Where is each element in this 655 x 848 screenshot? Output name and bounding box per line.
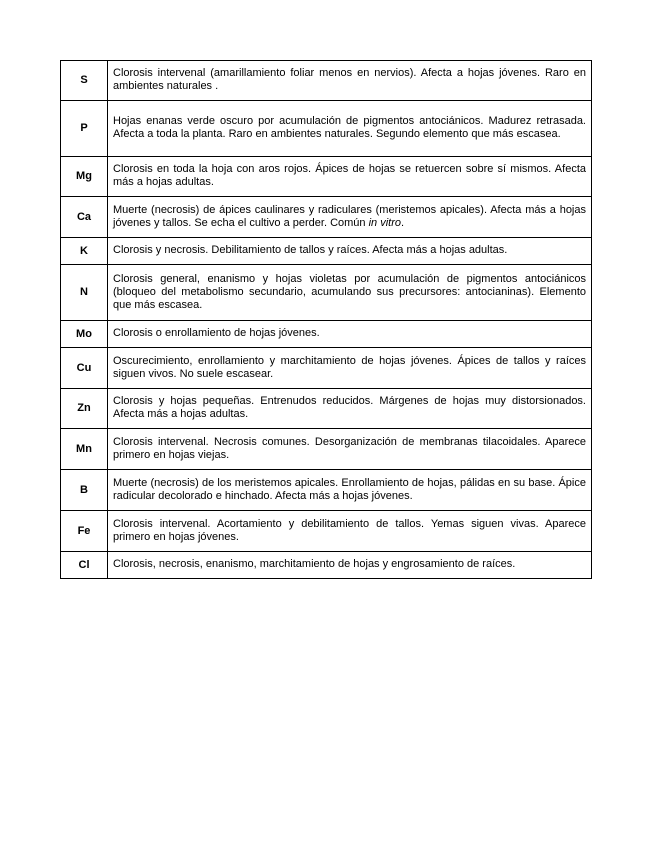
element-symbol: N [61, 265, 108, 321]
deficiency-description: Clorosis y necrosis. Debilitamiento de tallos y raíces. Afecta más a hojas adultas. [108, 238, 592, 265]
element-symbol: Fe [61, 511, 108, 552]
table-row-s [61, 61, 592, 101]
description-text: Muerte (necrosis) de ápices caulinares y radiculares (meristemos apicales). Afecta más a hojas jóvenes y tallos. Se echa el cultivo a perder. Común [113, 203, 586, 229]
table-row-k [61, 238, 592, 265]
deficiency-description: Clorosis y hojas pequeñas. Entrenudos reducidos. Márgenes de hojas muy distorsionados. Afecta más a hojas adultas. [108, 389, 592, 429]
element-symbol: P [61, 101, 108, 157]
table-row-mo [61, 321, 592, 348]
element-symbol: K [61, 238, 108, 265]
element-symbol: Cu [61, 348, 108, 389]
deficiency-description: Clorosis intervenal. Acortamiento y debilitamiento de tallos. Yemas siguen vivas. Aparece primero en hojas jóvenes. [108, 511, 592, 552]
element-symbol: Cl [61, 552, 108, 579]
description-end: . [401, 216, 405, 229]
element-symbol: Mo [61, 321, 108, 348]
table-row-ca [61, 197, 592, 238]
table-row-mn [61, 429, 592, 470]
table-row-mg [61, 157, 592, 197]
deficiency-description: Clorosis intervenal. Necrosis comunes. Desorganización de membranas tilacoidales. Aparece primero en hojas viejas. [108, 429, 592, 470]
deficiency-description [108, 197, 592, 238]
deficiency-description: Hojas enanas verde oscuro por acumulación de pigmentos antociánicos. Madurez retrasada. Afecta a toda la planta. Raro en ambientes naturales. Segundo elemento que más escasea. [108, 101, 592, 157]
deficiency-description: Oscurecimiento, enrollamiento y marchitamiento de hojas jóvenes. Ápices de tallos y raíces siguen vivos. No suele escasear. [108, 348, 592, 389]
deficiency-description: Muerte (necrosis) de los meristemos apicales. Enrollamiento de hojas, pálidas en su base. Ápice radicular decolorado e hinchado. Afecta más a hojas jóvenes. [108, 470, 592, 511]
table-row-zn [61, 389, 592, 429]
table-row-cl [61, 552, 592, 579]
deficiency-description: Clorosis general, enanismo y hojas violetas por acumulación de pigmentos antociánicos (bloqueo del metabolismo secundario, acumulando sus precursores: antocianinas). Elemento que más escasea. [108, 265, 592, 321]
table-row-fe [61, 511, 592, 552]
deficiency-description: Clorosis, necrosis, enanismo, marchitamiento de hojas y engrosamiento de raíces. [108, 552, 592, 579]
table-row-cu [61, 348, 592, 389]
table-row-b [61, 470, 592, 511]
deficiency-description: Clorosis o enrollamiento de hojas jóvenes. [108, 321, 592, 348]
table-row-n [61, 265, 592, 321]
table-row-p [61, 101, 592, 157]
element-symbol: Zn [61, 389, 108, 429]
element-symbol: B [61, 470, 108, 511]
element-symbol: S [61, 61, 108, 101]
element-symbol: Mn [61, 429, 108, 470]
deficiency-description: Clorosis intervenal (amarillamiento foliar menos en nervios). Afecta a hojas jóvenes. Raro en ambientes naturales . [108, 61, 592, 101]
element-symbol: Mg [61, 157, 108, 197]
nutrient-deficiency-table [60, 60, 592, 579]
deficiency-description: Clorosis en toda la hoja con aros rojos. Ápices de hojas se retuercen sobre sí mismos. Afecta más a hojas adultas. [108, 157, 592, 197]
element-symbol: Ca [61, 197, 108, 238]
description-italic: in vitro [368, 216, 401, 229]
